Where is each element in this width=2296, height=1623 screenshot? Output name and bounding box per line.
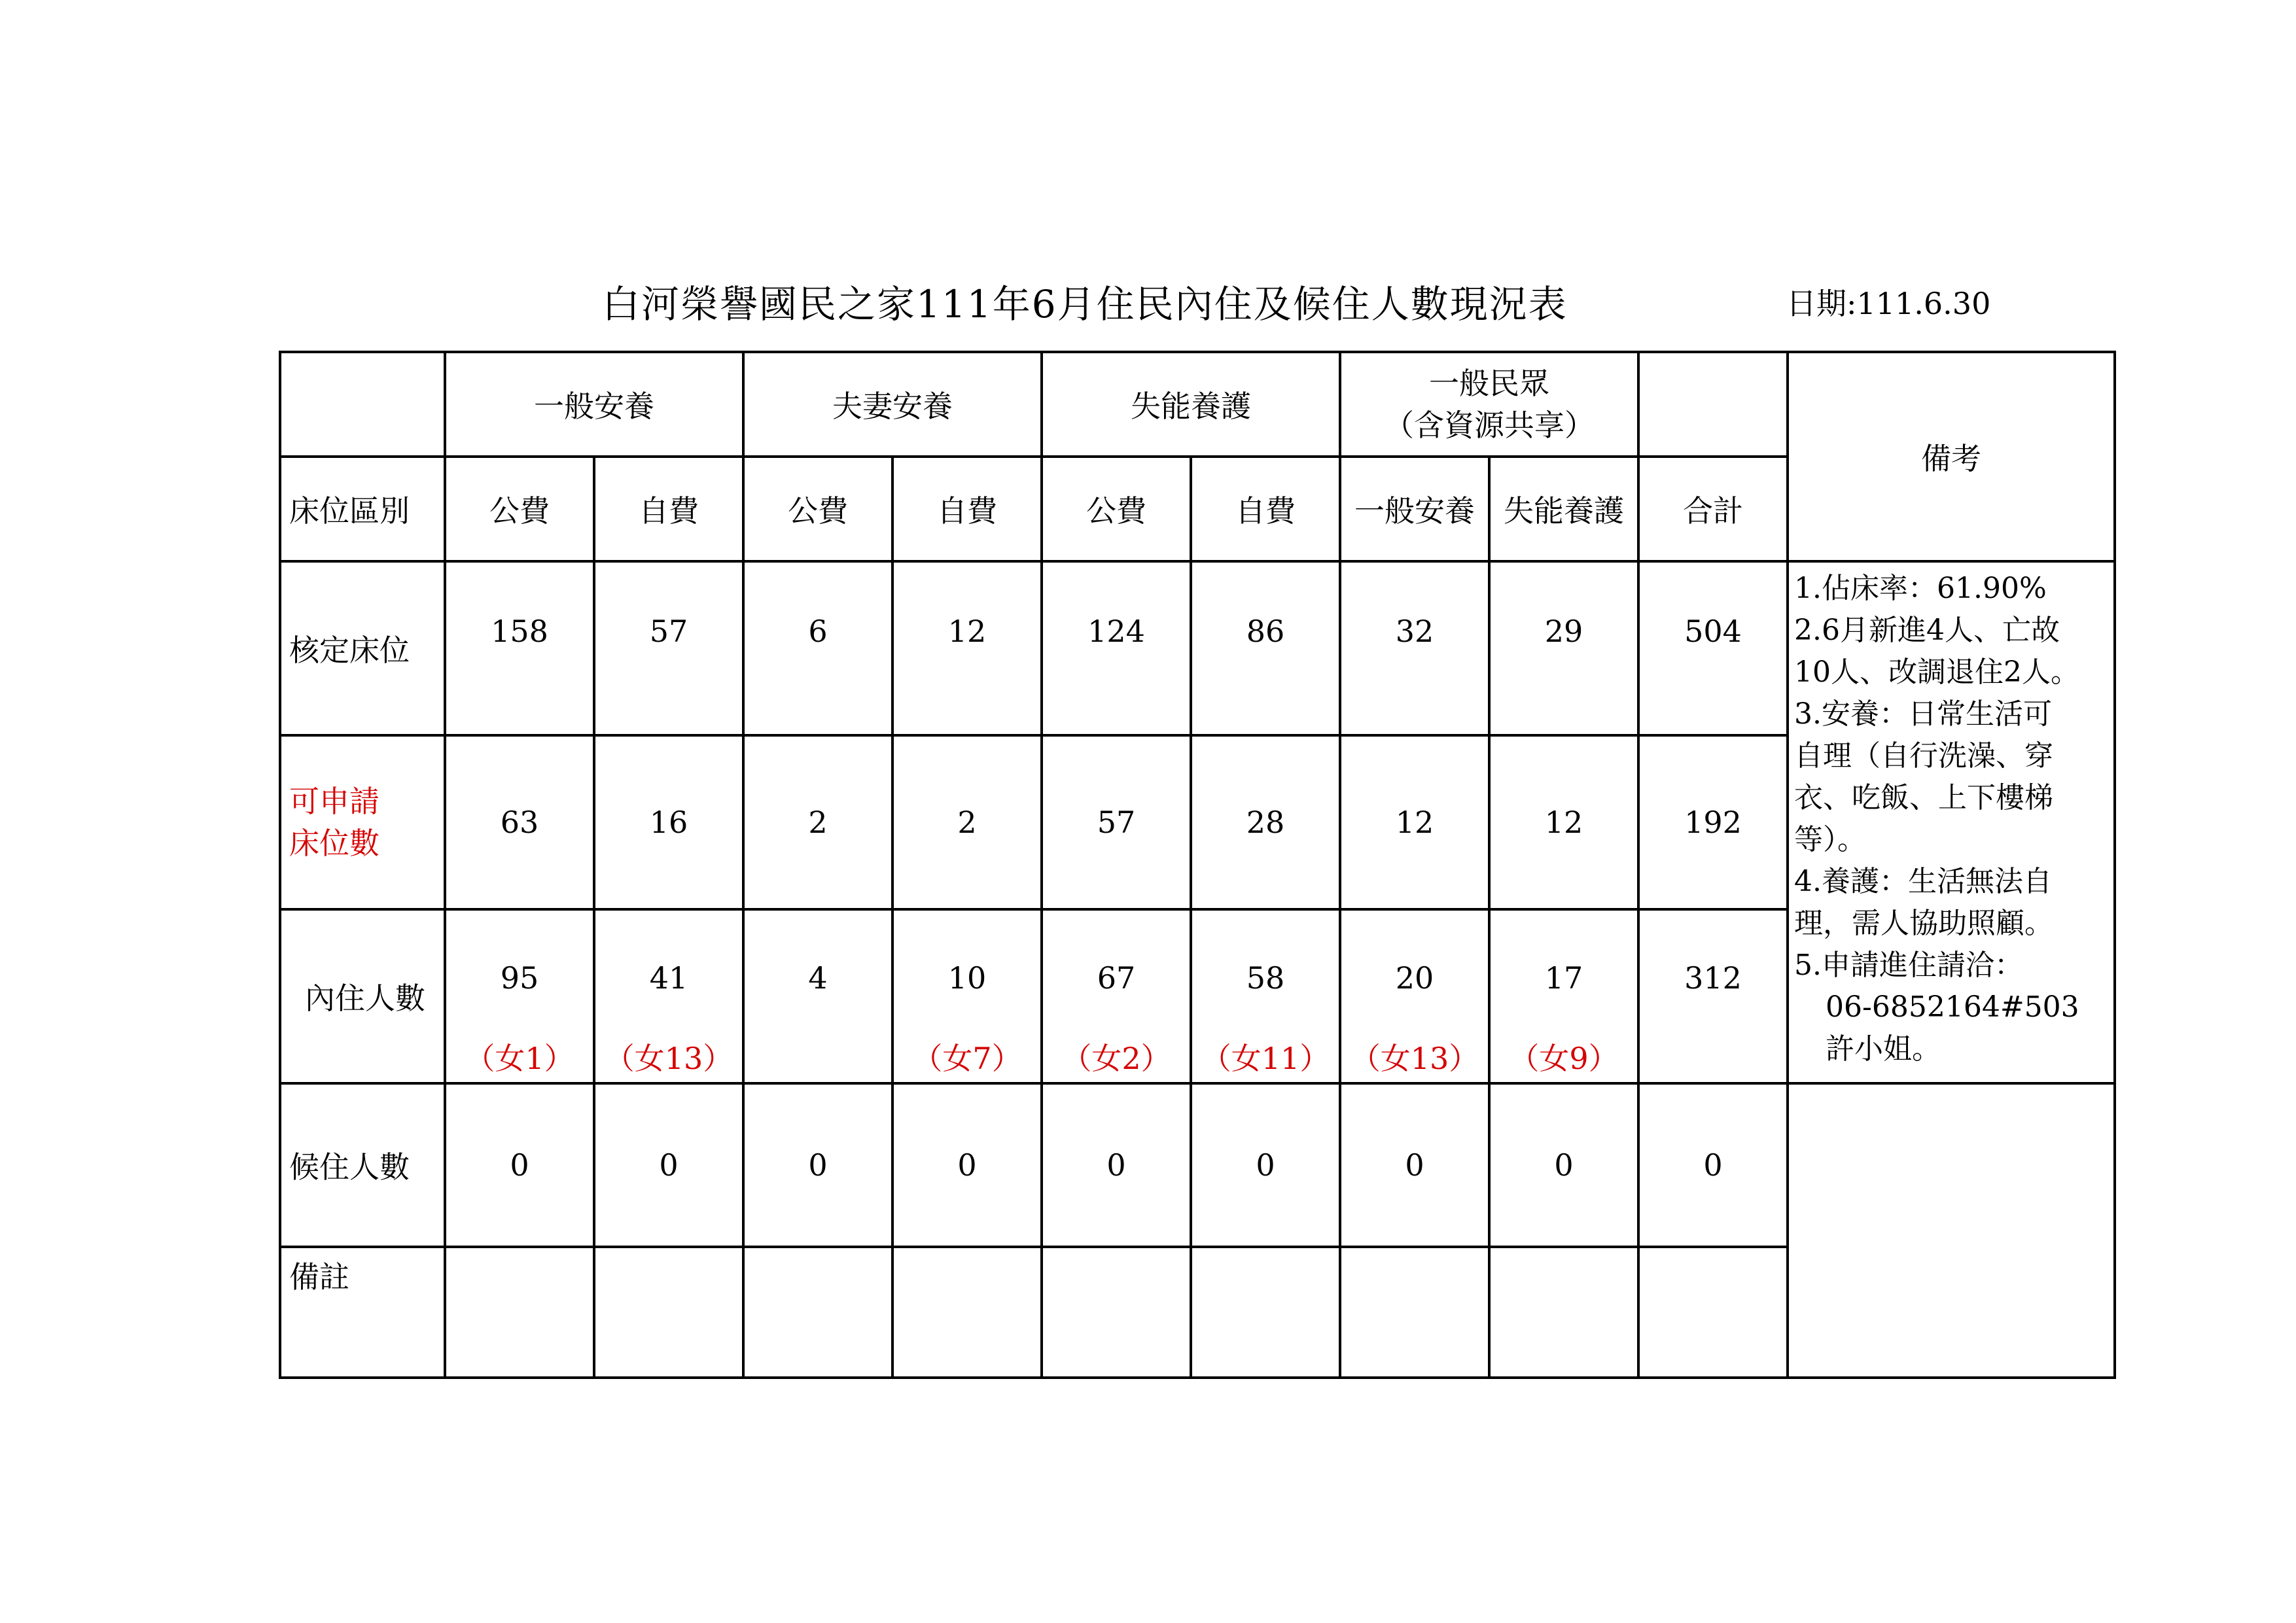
remarks-header: 備考 (1788, 352, 2115, 561)
value-cell: 0 (1191, 1083, 1340, 1247)
remark-line: 10人、改調退住2人。 (1794, 655, 2079, 689)
group-header-row (280, 352, 2115, 457)
value-cell (743, 909, 892, 1083)
value-cell: 0 (594, 1083, 743, 1247)
female-count: （女11） (1201, 1041, 1330, 1076)
value-cell (1191, 909, 1340, 1083)
female-count: （女7） (912, 1041, 1022, 1076)
value-cell (594, 909, 743, 1083)
empty-cell (1042, 1247, 1191, 1378)
group-general-public-line1: 一般民眾 (1429, 366, 1549, 401)
empty-cell (1489, 1247, 1638, 1378)
group-general-public-line2: （含資源共享） (1384, 408, 1595, 443)
value-cell: 29 (1489, 561, 1638, 735)
remark-line-phone: 06-6852164#503 (1826, 990, 2079, 1024)
resident-count: 41 (649, 960, 688, 996)
group-couple-care: 夫妻安養 (743, 352, 1042, 457)
empty-cell (892, 1247, 1042, 1378)
subheader-cell: 公費 (743, 457, 892, 561)
female-count: （女2） (1061, 1041, 1171, 1076)
value-cell (1489, 909, 1638, 1083)
resident-count: 67 (1097, 960, 1136, 996)
subheader-cell: 一般安養 (1340, 457, 1489, 561)
value-cell-total: 192 (1638, 735, 1788, 909)
bed-type-label: 床位區別 (280, 457, 445, 561)
remark-line: 理，需人協助照顧。 (1794, 907, 2053, 940)
waiting-row (280, 1083, 2115, 1247)
female-count: （女13） (604, 1041, 733, 1076)
row-label-approved: 核定床位 (280, 561, 445, 735)
remarks-notes (1788, 561, 2115, 1083)
subheader-cell: 自費 (594, 457, 743, 561)
approved-beds-row (280, 561, 2115, 735)
remarks-empty-cell (1788, 1083, 2115, 1378)
value-cell: 12 (1340, 735, 1489, 909)
subheader-cell-total: 合計 (1638, 457, 1788, 561)
remark-line: 衣、吃飯、上下樓梯 (1794, 781, 2053, 814)
value-cell: 0 (445, 1083, 594, 1247)
remark-line: 4.養護：生活無法自 (1794, 865, 2052, 898)
empty-cell (1340, 1247, 1489, 1378)
group-general-public (1340, 352, 1638, 457)
resident-count: 58 (1246, 960, 1285, 996)
female-count: （女9） (1509, 1041, 1619, 1076)
total-group-cell (1638, 352, 1788, 457)
empty-cell (594, 1247, 743, 1378)
resident-count: 20 (1395, 960, 1434, 996)
corner-cell (280, 352, 445, 457)
row-label-available-line1: 可申請 (289, 784, 380, 819)
value-cell-total (1638, 909, 1788, 1083)
value-cell: 32 (1340, 561, 1489, 735)
value-cell-total: 0 (1638, 1083, 1788, 1247)
value-cell (892, 909, 1042, 1083)
row-label-waiting: 候住人數 (280, 1083, 445, 1247)
value-cell: 6 (743, 561, 892, 735)
value-cell: 2 (743, 735, 892, 909)
value-cell: 12 (1489, 735, 1638, 909)
value-cell: 16 (594, 735, 743, 909)
value-cell (1340, 909, 1489, 1083)
value-cell: 0 (1340, 1083, 1489, 1247)
remark-line: 2.6月新進4人、亡故 (1794, 614, 2060, 647)
occupancy-table (279, 351, 2116, 1379)
value-cell: 124 (1042, 561, 1191, 735)
value-cell: 158 (445, 561, 594, 735)
value-cell-total: 504 (1638, 561, 1788, 735)
empty-cell (1638, 1247, 1788, 1378)
value-cell: 63 (445, 735, 594, 909)
value-cell: 86 (1191, 561, 1340, 735)
value-cell: 0 (1489, 1083, 1638, 1247)
remark-line-contact: 許小姐。 (1826, 1032, 1941, 1066)
group-disabled-care: 失能養護 (1042, 352, 1340, 457)
row-label-residents: 內住人數 (280, 909, 445, 1083)
value-cell (445, 909, 594, 1083)
value-cell: 0 (743, 1083, 892, 1247)
value-cell: 57 (1042, 735, 1191, 909)
subheader-cell: 自費 (892, 457, 1042, 561)
female-count: （女1） (465, 1041, 574, 1076)
group-general-care: 一般安養 (445, 352, 743, 457)
value-cell: 2 (892, 735, 1042, 909)
value-cell (1042, 909, 1191, 1083)
row-label-available-line2: 床位數 (289, 826, 380, 861)
subheader-cell: 失能養護 (1489, 457, 1638, 561)
subheader-cell: 公費 (445, 457, 594, 561)
remark-line: 等）。 (1794, 823, 1866, 856)
value-cell: 57 (594, 561, 743, 735)
female-count: （女13） (1350, 1041, 1479, 1076)
value-cell: 0 (892, 1083, 1042, 1247)
empty-cell (445, 1247, 594, 1378)
resident-count: 95 (500, 960, 539, 996)
subheader-cell: 自費 (1191, 457, 1340, 561)
value-cell: 0 (1042, 1083, 1191, 1247)
remark-line: 1.佔床率：61.90% (1794, 572, 2047, 605)
row-label-available (280, 735, 445, 909)
value-cell: 28 (1191, 735, 1340, 909)
resident-count: 4 (808, 960, 828, 996)
page-title: 白河榮譽國民之家111年6月住民內住及候住人數現況表 (602, 282, 1568, 326)
resident-count: 17 (1544, 960, 1583, 996)
value-cell: 12 (892, 561, 1042, 735)
row-label-memo: 備註 (280, 1247, 445, 1378)
empty-cell (743, 1247, 892, 1378)
empty-cell (1191, 1247, 1340, 1378)
remark-line: 3.安養：日常生活可 (1794, 697, 2052, 731)
remark-line: 自理（自行洗澡、穿 (1794, 739, 2053, 773)
remark-line: 5.申請進住請洽： (1794, 949, 2023, 982)
subheader-cell: 公費 (1042, 457, 1191, 561)
resident-count: 10 (947, 960, 987, 996)
resident-count-total: 312 (1684, 960, 1742, 996)
report-date: 日期:111.6.30 (1786, 286, 1991, 321)
